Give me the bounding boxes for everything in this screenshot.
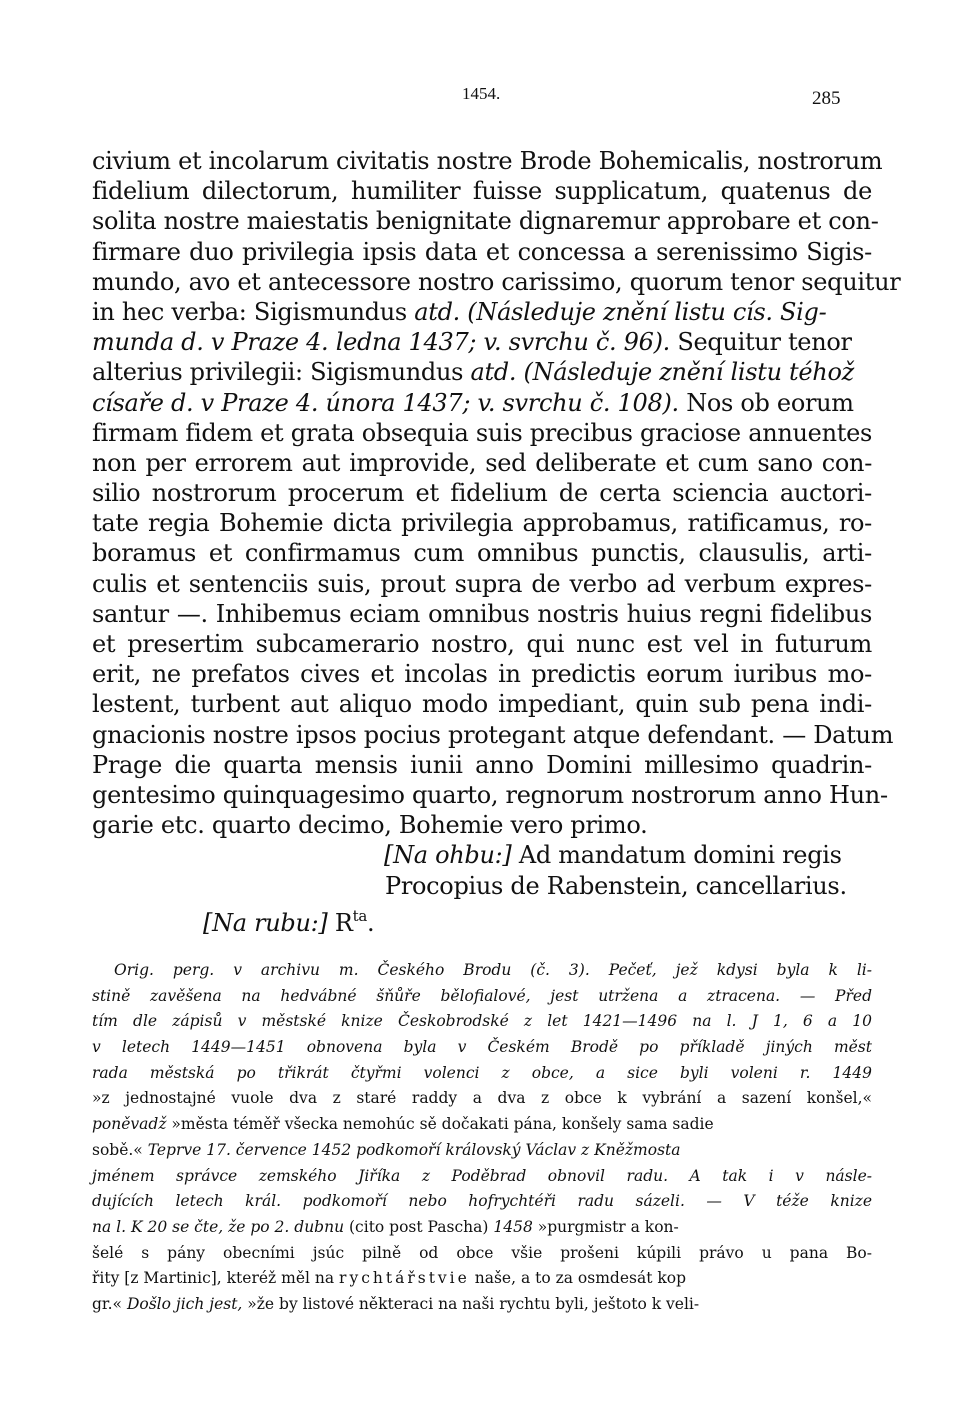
- text-segment: in hec verba: Sigismundus: [92, 297, 415, 326]
- text-line: [92, 357, 872, 387]
- text-segment: na l. K 20 se čte, že po 2. dubnu: [92, 1217, 345, 1236]
- editorial-note: císaře d. v Praze 4. února 1437; v. svrchu č. 108).: [92, 388, 679, 417]
- note-line: Orig. perg. v archivu m. Českého Brodu (č. 3). Pečeť, jež kdysi byla k li-: [114, 961, 872, 979]
- text-line: mundo, avo et antecessore nostro carissimo, quorum tenor sequitur: [92, 267, 901, 296]
- text-line: solita nostre maiestatis benignitate dignaremur approbare et con-: [92, 207, 879, 236]
- text-segment: poněvadž: [92, 1115, 167, 1134]
- note-line: stině zavěšena na hedvábné šňůře bělofialové, jest utržena a ztracena. — Před: [92, 986, 872, 1005]
- page-number: 285: [812, 88, 841, 109]
- text-line: silio nostrorum procerum et fidelium de certa sciencia auctori-: [92, 479, 872, 508]
- text-line: garie etc. quarto decimo, Bohemie vero primo.: [92, 811, 648, 840]
- text-line: non per errorem aut improvide, sed deliberate et cum sano con-: [92, 448, 872, 477]
- text-line: boramus et confirmamus cum omnibus punctis, clausulis, arti-: [92, 539, 872, 568]
- editorial-bracket: [Na ohbu:]: [384, 841, 512, 870]
- text-line: civium et incolarum civitatis nostre Brode Bohemicalis, nostrorum: [92, 147, 883, 175]
- text-line: et presertim subcamerario nostro, qui nunc est vel in futurum: [92, 630, 872, 658]
- editorial-footnote: [92, 958, 872, 1318]
- text-segment: 1458: [493, 1217, 533, 1236]
- superscript: ta: [352, 906, 367, 925]
- signature-line: [92, 840, 872, 870]
- editorial-note: munda d. v Praze 4. ledna 1437; v. svrchu č. 96).: [92, 328, 670, 357]
- text-segment: rychtářstvie: [339, 1269, 470, 1288]
- note-line: [92, 1292, 872, 1318]
- text-line: Prage die quarta mensis iunii anno Domini millesimo quadrin-: [92, 750, 872, 779]
- note-line: dujících letech král. podkomoří nebo hofrychtéři radu sázeli. — V téže knize: [92, 1192, 872, 1211]
- text-line: firmam fidem et grata obsequia suis precibus graciose annuentes: [92, 418, 872, 447]
- text-segment: (cito post Pascha): [344, 1217, 494, 1236]
- text-segment: .: [367, 908, 375, 937]
- text-segment: Došlo jich jest,: [122, 1294, 243, 1313]
- text-line: erit, ne prefatos cives et incolas in predictis eorum iuribus mo-: [92, 660, 872, 689]
- text-line: santur —. Inhibemus eciam omnibus nostris huius regni fidelibus: [92, 599, 872, 628]
- text-line: culis et sentenciis suis, prout supra de verbo ad verbum expres-: [92, 569, 872, 598]
- note-line: »z jednostajné vuole dva z staré raddy a dva z obce k vybrání a sazení konšel,«: [92, 1089, 872, 1108]
- text-line: tate regia Bohemie dicta privilegia approbamus, ratificamus, ro-: [92, 509, 872, 538]
- editorial-bracket: [Na rubu:]: [203, 908, 328, 937]
- text-segment: Ad mandatum domini regis: [511, 841, 842, 870]
- text-line: gnacionis nostre ipsos pocius protegant atque defendant. — Datum: [92, 720, 894, 749]
- text-segment: řity [z Martinic], kteréž měl na: [92, 1269, 340, 1288]
- text-segment: sobě.«: [92, 1140, 143, 1159]
- text-segment: naše, a to za osmdesát kop: [469, 1269, 687, 1288]
- note-line: [92, 1215, 872, 1241]
- text-line: [92, 388, 872, 418]
- note-line: v letech 1449—1451 obnovena byla v Českém Brodě po příkladě jiných měst: [92, 1038, 872, 1057]
- note-line: tím dle zápisů v městské knize Českobrodské z let 1421—1496 na l. J 1, 6 a 10: [92, 1012, 872, 1031]
- editorial-note: atd. (Následuje znění listu téhož: [470, 358, 854, 387]
- text-line: fidelium dilectorum, humiliter fuisse supplicatum, quatenus de: [92, 177, 872, 206]
- charter-text: [92, 146, 901, 937]
- text-segment: R: [327, 908, 353, 937]
- text-segment: »že by listové některaci na naši rychtu byli, ještoto k veli-: [242, 1294, 700, 1313]
- signature-line: [92, 901, 872, 937]
- text-segment: gr.«: [92, 1294, 123, 1313]
- text-segment: Nos ob eorum: [678, 388, 854, 417]
- text-segment: »města téměř všecka nemohúc sě dočakati pána, konšely sama sadie: [166, 1115, 714, 1134]
- text-segment: Teprve 17. července 1452 podkomoří královský Václav z Kněžmosta: [142, 1140, 681, 1159]
- note-line: jménem správce zemského Jiříka z Poděbrad obnovil radu. A tak i v násle-: [92, 1166, 872, 1185]
- signature-line: Procopius de Rabenstein, cancellarius.: [385, 871, 847, 900]
- text-line: [92, 297, 872, 327]
- running-header-year: 1454.: [462, 84, 501, 103]
- note-line: rada městská po třikrát čtyřmi volenci z obce, a sice byli voleni r. 1449: [92, 1063, 872, 1082]
- note-line: [92, 1112, 872, 1138]
- note-line: [92, 1266, 872, 1292]
- text-line: firmare duo privilegia ipsis data et concessa a serenissimo Sigis-: [92, 237, 872, 266]
- text-segment: »purgmistr a kon-: [532, 1217, 679, 1236]
- text-line: [92, 327, 872, 357]
- text-line: lestent, turbent aut aliquo modo impediant, quin sub pena indi-: [92, 690, 872, 719]
- text-segment: Sequitur tenor: [669, 328, 852, 357]
- note-line: šelé s pány obecními jsúc pilně od obce všie prošeni kúpili právo u pana Bo-: [92, 1243, 872, 1262]
- editorial-note: atd. (Následuje znění listu cís. Sig-: [414, 297, 827, 326]
- text-line: gentesimo quinquagesimo quarto, regnorum nostrorum anno Hun-: [92, 780, 888, 809]
- note-line: [92, 1138, 872, 1164]
- text-segment: alterius privilegii: Sigismundus: [92, 358, 471, 387]
